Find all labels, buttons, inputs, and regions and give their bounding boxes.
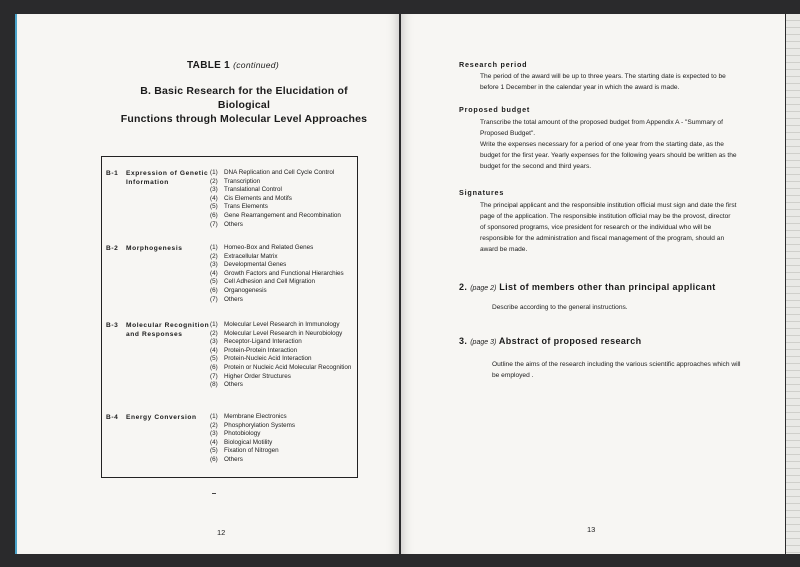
research-areas-table: [101, 156, 358, 478]
section-page-ref: (page 3): [470, 339, 497, 346]
item-text: Others: [224, 455, 243, 463]
item-text: Organogenesis: [224, 286, 267, 294]
section-heading: [114, 84, 374, 126]
list-item: [210, 278, 356, 287]
list-item: [210, 447, 356, 456]
item-number: (5): [210, 203, 218, 211]
right-page: [401, 14, 785, 554]
list-item: [210, 373, 356, 382]
scale-ruler: [786, 14, 800, 554]
item-number: (1): [210, 244, 218, 251]
item-text: Trans Elements: [224, 203, 268, 211]
item-number: (1): [210, 413, 218, 420]
list-item: [210, 195, 356, 204]
section-3-heading: [459, 336, 642, 346]
paragraph-line: Outline the aims of the research including the various scientific approaches which will: [492, 361, 741, 368]
item-text: Molecular Level Research in Neurobiology: [224, 329, 343, 337]
paragraph-line: award be made.: [480, 246, 528, 253]
group-items: [210, 169, 356, 229]
list-item: [210, 244, 356, 253]
item-number: (6): [210, 286, 218, 294]
list-item: [210, 203, 356, 212]
paragraph-line: budget for the second and third years.: [480, 163, 592, 170]
group-heading: [106, 244, 210, 253]
paragraph-line: The period of the award will be up to three years. The starting date is expected to be: [480, 73, 726, 80]
list-item: [210, 212, 356, 221]
group-code: B-4: [106, 414, 119, 421]
group-title: Expression of Genetic Information: [126, 170, 209, 186]
item-number: (6): [210, 211, 218, 219]
item-text: Developmental Genes: [224, 261, 287, 269]
item-text: Cis Elements and Motifs: [224, 194, 292, 202]
item-number: (7): [210, 295, 218, 303]
section-number: 2.: [459, 282, 468, 292]
proposed-budget-heading: Proposed budget: [459, 105, 531, 114]
section-page-ref: (page 2): [470, 285, 497, 292]
list-item: [210, 381, 356, 390]
paragraph-line: page of the application. The responsible institution official may be the provost, director: [480, 213, 731, 220]
group-heading: [106, 169, 210, 187]
item-text: Growth Factors and Functional Hierarchies: [224, 269, 344, 277]
list-item: [210, 355, 356, 364]
item-number: (1): [210, 169, 218, 176]
paragraph-line: budget for the first year. Yearly expenses for the following years should be written as the: [480, 152, 737, 159]
item-text: Protein or Nucleic Acid Molecular Recognition: [224, 363, 352, 371]
item-number: (7): [210, 372, 218, 380]
list-item: [210, 338, 356, 347]
item-text: Receptor-Ligand Interaction: [224, 338, 302, 346]
signatures-text: [480, 200, 780, 255]
list-item: [210, 413, 356, 422]
item-text: Photobiology: [224, 430, 261, 438]
item-number: (5): [210, 447, 218, 455]
divider-mark: [212, 493, 216, 494]
item-number: (5): [210, 278, 218, 286]
paragraph-line: of sponsored programs, vice president for research or the individual who will be: [480, 224, 712, 231]
item-number: (2): [210, 421, 218, 429]
item-text: Others: [224, 295, 243, 303]
list-item: [210, 364, 356, 373]
page-number-left: 12: [217, 528, 226, 537]
group-items: [210, 413, 356, 465]
list-item: [210, 296, 356, 305]
item-text: Phosphorylation Systems: [224, 421, 296, 429]
list-item: [210, 270, 356, 279]
group-items: [210, 244, 356, 304]
paragraph-line: before 1 December in the calendar year in which the award is made.: [480, 84, 680, 91]
item-text: Others: [224, 381, 243, 389]
item-number: (3): [210, 338, 218, 346]
group-code: B-2: [106, 245, 119, 252]
list-item: [210, 178, 356, 187]
item-number: (3): [210, 261, 218, 269]
list-item: [210, 321, 356, 330]
item-number: (4): [210, 194, 218, 202]
item-text: Cell Adhesion and Cell Migration: [224, 278, 316, 286]
group-code: B-3: [106, 322, 119, 329]
group-title: Energy Conversion: [126, 414, 197, 421]
list-item: [210, 221, 356, 230]
list-item: [210, 422, 356, 431]
list-item: [210, 287, 356, 296]
section-2-heading: [459, 282, 716, 292]
item-number: (4): [210, 346, 218, 354]
item-text: Protein-Protein Interaction: [224, 346, 298, 354]
proposed-budget-text: [480, 117, 780, 172]
item-number: (2): [210, 329, 218, 337]
item-number: (2): [210, 177, 218, 185]
item-number: (1): [210, 321, 218, 328]
item-text: Translational Control: [224, 186, 282, 194]
left-page: [17, 14, 399, 554]
item-text: Biological Motility: [224, 438, 273, 446]
research-period-text: [480, 71, 780, 93]
page-number-right: 13: [587, 525, 596, 534]
item-number: (4): [210, 269, 218, 277]
list-item: [210, 347, 356, 356]
group-code: B-1: [106, 170, 119, 177]
group-heading: [106, 413, 210, 422]
item-text: Fixation of Nitrogen: [224, 447, 279, 455]
group-title: Morphogenesis: [126, 245, 183, 252]
item-text: Higher Order Structures: [224, 372, 291, 380]
paragraph-line: Write the expenses necessary for a period of one year from the starting date, as the: [480, 141, 724, 148]
item-number: (2): [210, 252, 218, 260]
item-text: DNA Replication and Cell Cycle Control: [224, 169, 335, 176]
table-title-label: TABLE 1: [187, 60, 231, 71]
item-number: (6): [210, 455, 218, 463]
paragraph-line: responsible for the administration and fiscal management of the program, should an: [480, 235, 725, 242]
list-item: [210, 261, 356, 270]
item-text: Extracellular Matrix: [224, 252, 278, 260]
section-number: 3.: [459, 336, 468, 346]
item-text: Gene Rearrangement and Recombination: [224, 211, 341, 219]
item-number: (4): [210, 438, 218, 446]
group-items: [210, 321, 356, 390]
list-item: [210, 439, 356, 448]
list-item: [210, 186, 356, 195]
list-item: [210, 330, 356, 339]
item-number: (3): [210, 430, 218, 438]
item-text: Molecular Level Research in Immunology: [224, 321, 340, 328]
signatures-heading: Signatures: [459, 188, 505, 197]
research-period-heading: Research period: [459, 60, 528, 69]
list-item: [210, 169, 356, 178]
item-number: (6): [210, 363, 218, 371]
paragraph-line: be employed .: [492, 372, 534, 379]
section-title: List of members other than principal applicant: [499, 282, 716, 292]
item-text: Others: [224, 220, 243, 228]
section-3-text: [492, 359, 777, 381]
section-heading-line1: B. Basic Research for the Elucidation of Biological: [140, 85, 348, 111]
list-item: [210, 253, 356, 262]
list-item: [210, 456, 356, 465]
paragraph-line: Transcribe the total amount of the proposed budget from Appendix A - "Summary of: [480, 119, 723, 126]
section-title: Abstract of proposed research: [498, 336, 642, 346]
item-text: Homeo-Box and Related Genes: [224, 244, 314, 251]
item-text: Transcription: [224, 177, 261, 185]
item-text: Protein-Nucleic Acid Interaction: [224, 355, 312, 363]
table-title-suffix: (continued): [233, 60, 279, 70]
table-title: [187, 60, 279, 71]
list-item: [210, 430, 356, 439]
item-number: (3): [210, 186, 218, 194]
group-heading: [106, 321, 210, 339]
paragraph-line: The principal applicant and the responsible institution official must sign and date the first: [480, 202, 737, 209]
item-number: (5): [210, 355, 218, 363]
section-2-text: Describe according to the general instructions.: [492, 304, 628, 311]
group-title: Molecular Recognition and Responses: [126, 322, 210, 338]
section-heading-line2: Functions through Molecular Level Approaches: [120, 113, 368, 125]
item-number: (8): [210, 381, 218, 389]
item-text: Membrane Electronics: [224, 413, 287, 420]
item-number: (7): [210, 220, 218, 228]
paragraph-line: Proposed Budget".: [480, 130, 536, 137]
